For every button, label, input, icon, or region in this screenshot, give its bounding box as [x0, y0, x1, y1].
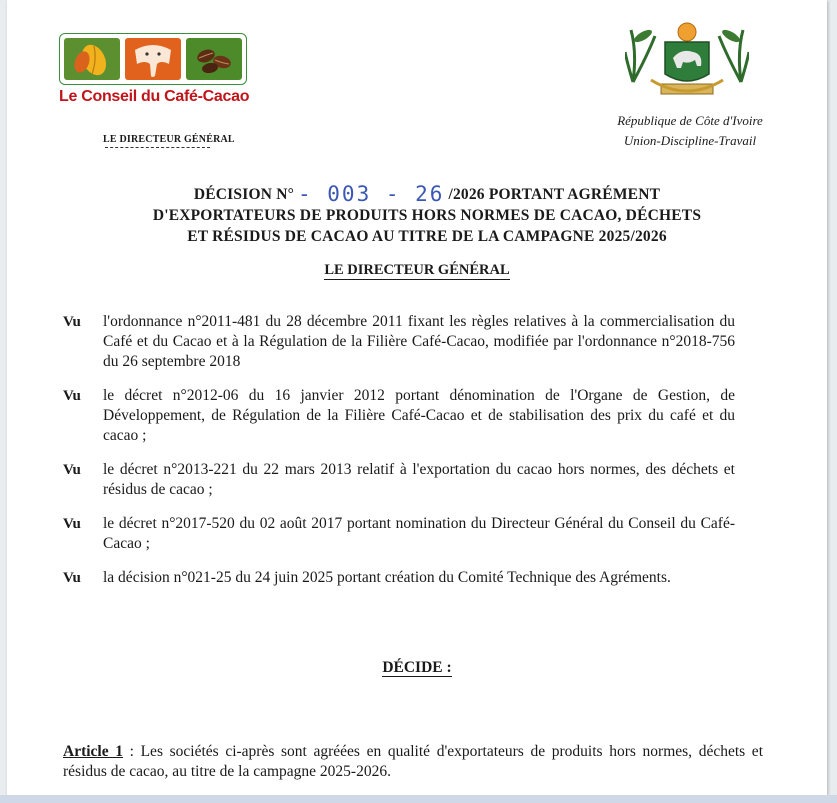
title-line-3: ET RÉSIDUS DE CACAO AU TITRE DE LA CAMPAGNE 2025/2026 [187, 228, 667, 245]
vu-label: Vu [63, 314, 81, 330]
handwritten-decision-number: - 003 - 26 [298, 182, 445, 206]
cocoa-pod-icon [64, 38, 120, 80]
coat-of-arms-icon [625, 22, 749, 104]
viewer-bottom-edge [0, 795, 837, 803]
director-heading-text: LE DIRECTEUR GÉNÉRAL [324, 262, 510, 278]
consideration-text: le décret n°2012-06 du 16 janvier 2012 portant dénomination de l'Organe de Gestion, de Développement, de Régulation de la Filière Café-Cacao et de stabilisation des prix du café et du cacao ; [103, 387, 735, 444]
logo-title: Le Conseil du Café-Cacao [59, 88, 250, 105]
vu-label: Vu [63, 462, 81, 478]
divider [105, 147, 210, 148]
director-label: LE DIRECTEUR GÉNÉRAL [103, 134, 235, 145]
decision-title [47, 184, 807, 247]
article-1 [63, 742, 763, 782]
document-page [7, 0, 827, 795]
title-line-1 [47, 184, 807, 205]
consideration-text: le décret n°2013-221 du 22 mars 2013 relatif à l'exportation du cacao hors normes, des déchets et résidus de cacao ; [103, 461, 735, 498]
consideration-text: la décision n°021-25 du 24 juin 2025 portant création du Comité Technique des Agréments. [103, 569, 671, 586]
coffee-beans-icon [186, 38, 242, 80]
title-line1-suffix: /2026 PORTANT AGRÉMENT [448, 186, 661, 203]
title-prefix: DÉCISION N° [193, 186, 294, 203]
consideration-text: le décret n°2017-520 du 02 août 2017 portant nomination du Directeur Général du Conseil du Café-Cacao ; [103, 515, 735, 552]
republic-motto: Union-Discipline-Travail [623, 133, 757, 148]
article-label: Article 1 [63, 743, 123, 760]
vu-label: Vu [63, 516, 81, 532]
vu-label: Vu [63, 388, 81, 404]
republic-header [577, 111, 803, 151]
consideration-text: l'ordonnance n°2011-481 du 28 décembre 2011 fixant les règles relatives à la commercialisation du Café et du Cacao et à la Régulation de la Filière Café-Cacao, modifiée par l'ordonnance n°2018-756 du 26 septembre 2018 [103, 313, 735, 370]
title-line-2: D'EXPORTATEURS DE PRODUITS HORS NORMES DE CACAO, DÉCHETS [152, 207, 702, 224]
elephant-icon [125, 38, 181, 80]
director-heading [7, 262, 827, 279]
article-text: : Les sociétés ci-après sont agréées en qualité d'exportateurs de produits hors normes, déchets et résidus de cacao, au titre de la campagne 2025-2026. [63, 743, 763, 780]
decide-text: DÉCIDE : [382, 659, 452, 676]
vu-label: Vu [63, 570, 81, 586]
republic-name: République de Côte d'Ivoire [617, 113, 763, 128]
decide-heading [7, 659, 827, 677]
conseil-cafe-cacao-logo [59, 33, 247, 85]
